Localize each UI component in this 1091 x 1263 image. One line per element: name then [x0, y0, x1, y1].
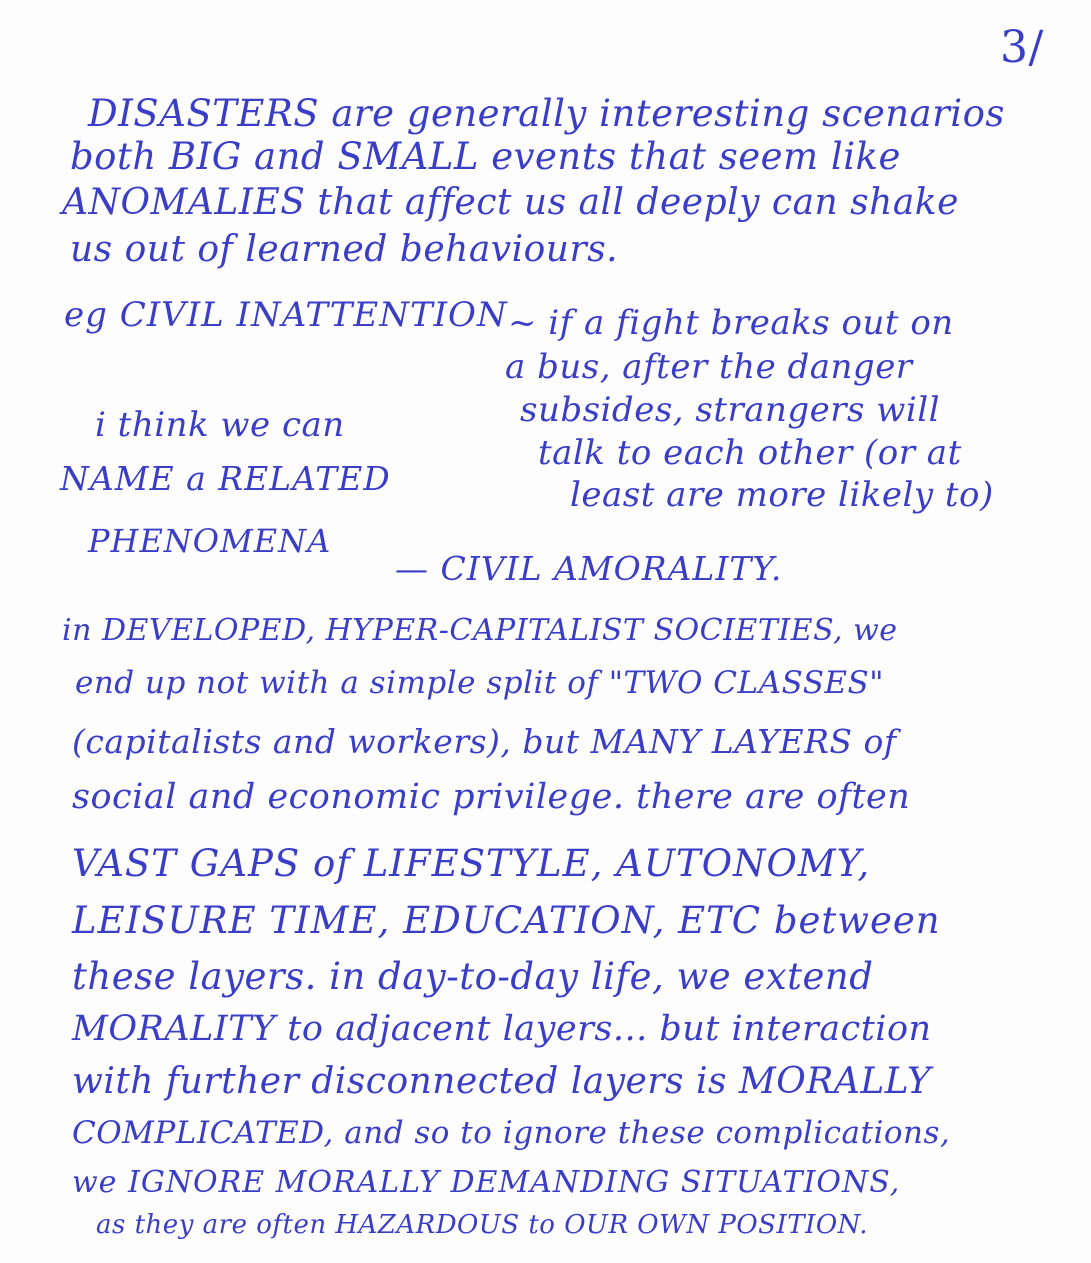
aside-line-2: NAME a RELATED [60, 459, 391, 498]
example-line-4: talk to each other (or at [538, 433, 962, 473]
para2-line-8: MORALITY to adjacent layers... but interaction [72, 1009, 932, 1049]
example-line-2: a bus, after the danger [505, 347, 913, 387]
para2-line-1: in DEVELOPED, HYPER-CAPITALIST SOCIETIES, we [62, 613, 898, 648]
para2-line-10: COMPLICATED, and so to ignore these complications, [72, 1115, 951, 1151]
aside-term: — CIVIL AMORALITY. [395, 549, 783, 588]
para2-line-11: we IGNORE MORALLY DEMANDING SITUATIONS, [72, 1165, 901, 1200]
page-number: 3/ [1000, 22, 1044, 73]
para1-line-3: ANOMALIES that affect us all deeply can shake [62, 182, 959, 223]
para2-line-4: social and economic privilege. there are often [72, 777, 911, 817]
example-line-1: ~ if a fight breaks out on [508, 303, 954, 343]
para2-line-5: VAST GAPS of LIFESTYLE, AUTONOMY, [72, 842, 871, 885]
para2-line-6: LEISURE TIME, EDUCATION, ETC between [72, 899, 941, 942]
aside-line-3: PHENOMENA [88, 522, 332, 560]
para2-line-7: these layers. in day-to-day life, we extend [72, 955, 874, 998]
para1-line-2: both BIG and SMALL events that seem like [70, 135, 901, 178]
example-line-3: subsides, strangers will [520, 390, 941, 430]
para2-line-3: (capitalists and workers), but MANY LAYERS of [72, 722, 897, 761]
para1-line-1: DISASTERS are generally interesting scenarios [88, 92, 1005, 135]
para2-line-9: with further disconnected layers is MORALLY [72, 1061, 932, 1102]
para1-line-4: us out of learned behaviours. [70, 229, 619, 270]
para2-line-2: end up not with a simple split of "TWO CLASSES" [75, 665, 885, 701]
example-line-5: least are more likely to) [570, 475, 994, 515]
para2-line-12: as they are often HAZARDOUS to OUR OWN POSITION. [96, 1210, 869, 1240]
example-label: eg CIVIL INATTENTION [64, 295, 508, 335]
aside-line-1: i think we can [95, 405, 345, 445]
